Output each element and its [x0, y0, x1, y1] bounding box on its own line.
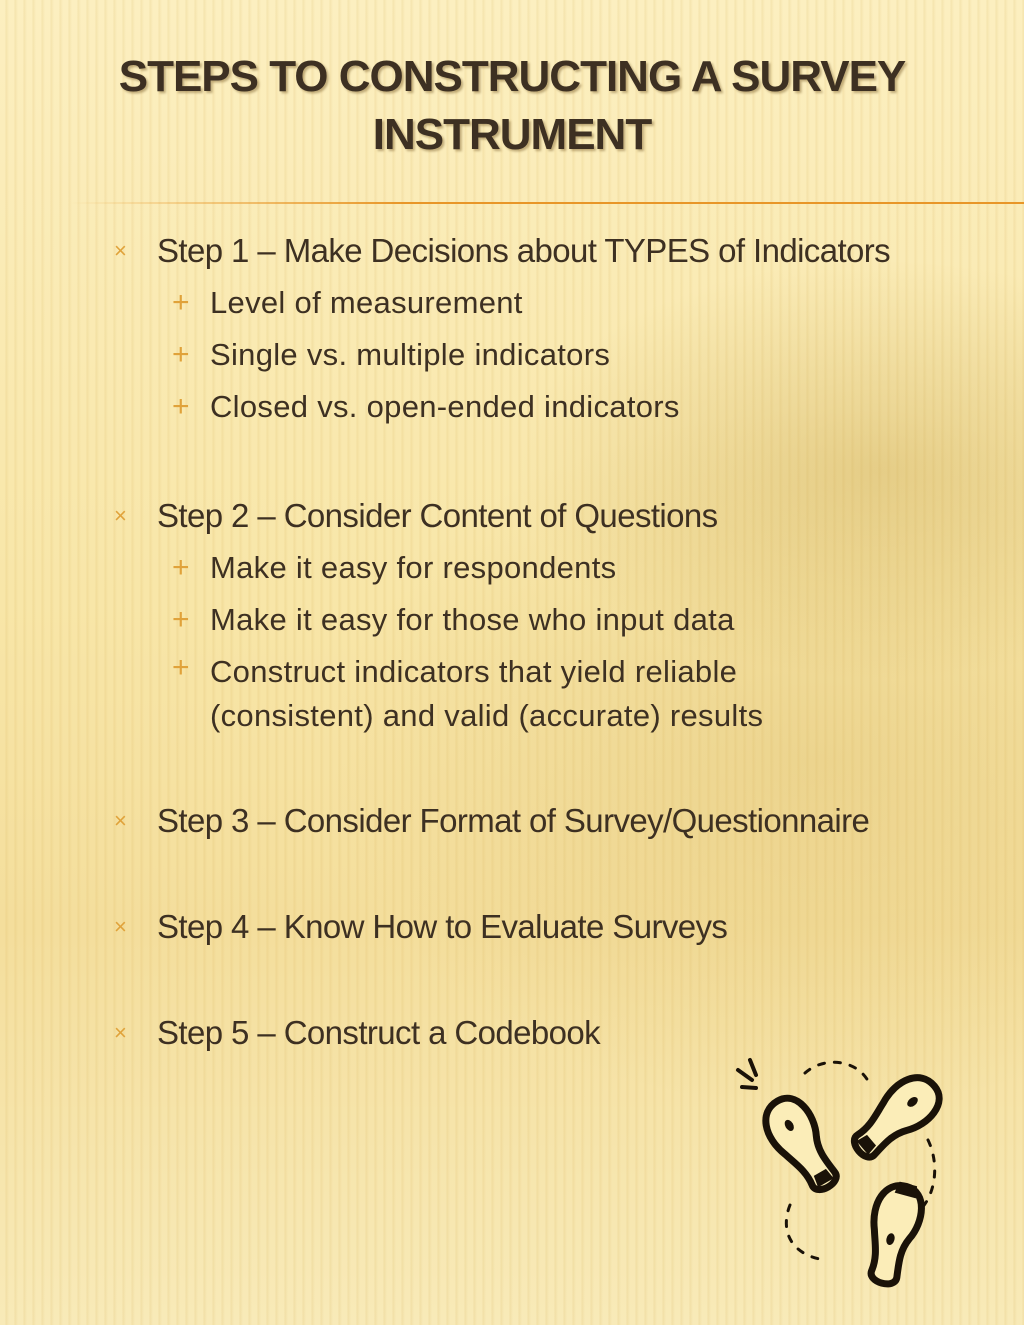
x-bullet-icon: × [114, 238, 127, 263]
sub-item [110, 277, 1010, 329]
step-5-label: Step 5 – Construct a Codebook [157, 1014, 601, 1051]
step-list [110, 225, 1010, 1059]
spacer [110, 847, 1010, 901]
title-divider [70, 202, 1024, 204]
footprints-icon [730, 1055, 950, 1295]
step-1-label: Step 1 – Make Decisions about TYPES of Indicators [157, 232, 891, 269]
spacer [110, 738, 1010, 795]
sub-item [110, 646, 1010, 738]
sub-item-label: Single vs. multiple indicators [210, 337, 611, 372]
plus-bullet-icon: + [172, 390, 190, 423]
sub-item [110, 381, 1010, 433]
sub-item-label-line-2: (consistent) and valid (accurate) results [210, 698, 764, 733]
step-3 [110, 795, 1010, 847]
step-3-label: Step 3 – Consider Format of Survey/Questionnaire [157, 802, 870, 839]
x-bullet-icon: × [114, 914, 127, 939]
x-bullet-icon: × [114, 503, 127, 528]
sub-item-label-line-1: Construct indicators that yield reliable [210, 654, 738, 689]
step-4-label: Step 4 – Know How to Evaluate Surveys [157, 908, 728, 945]
plus-bullet-icon: + [172, 651, 190, 684]
spacer [110, 433, 1010, 490]
step-2-subitems [110, 542, 1010, 738]
plus-bullet-icon: + [172, 286, 190, 319]
slide-title-line-2: INSTRUMENT [372, 110, 652, 159]
plus-bullet-icon: + [172, 551, 190, 584]
step-1 [110, 225, 1010, 277]
plus-bullet-icon: + [172, 603, 190, 636]
plus-bullet-icon: + [172, 338, 190, 371]
sub-item [110, 329, 1010, 381]
sub-item-label: Make it easy for respondents [210, 550, 617, 585]
sub-item [110, 594, 1010, 646]
sub-item-label: Level of measurement [210, 285, 523, 320]
sub-item [110, 542, 1010, 594]
x-bullet-icon: × [114, 1020, 127, 1045]
step-2 [110, 490, 1010, 542]
slide-title-line-1: STEPS TO CONSTRUCTING A SURVEY [118, 52, 906, 101]
sub-item-label: Closed vs. open-ended indicators [210, 389, 680, 424]
x-bullet-icon: × [114, 808, 127, 833]
step-4 [110, 901, 1010, 953]
sub-item-label: Make it easy for those who input data [210, 602, 735, 637]
slide-title [60, 48, 964, 164]
step-1-subitems [110, 277, 1010, 433]
step-2-label: Step 2 – Consider Content of Questions [157, 497, 718, 534]
spacer [110, 953, 1010, 1007]
step-5 [110, 1007, 1010, 1059]
